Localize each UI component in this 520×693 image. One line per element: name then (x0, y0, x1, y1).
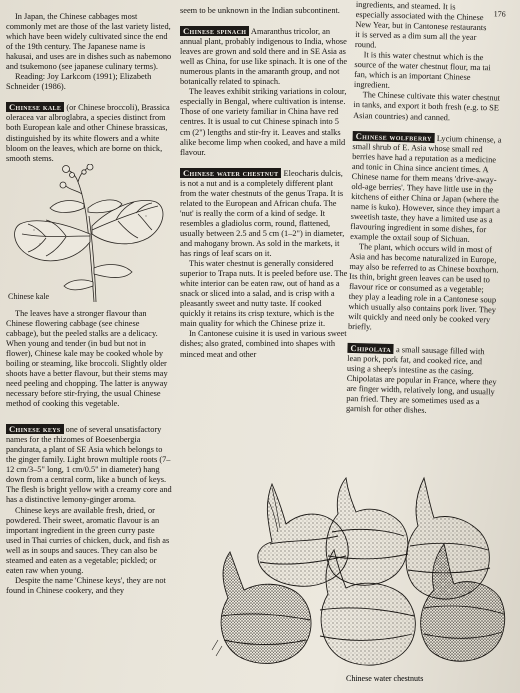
keys-continuation: seem to be unknown in the Indian subcontinent. (180, 6, 340, 15)
entry-chipolata (346, 342, 498, 417)
chinese-water-chestnut-paragraph-2: This water chestnut is generally considered superior to Trapa nuts. It is peeled before use. The white interior can be eaten raw, out of hand as a snack or sliced into a salad, and is crisp with a pleasantly sweet and nutty taste. If cooked quickly it retains its crisp texture, which is the main quality for which the Chinese prize it. (180, 259, 348, 329)
chinese-kale-caption: Chinese kale (8, 291, 50, 301)
chinese-wolfberry-definition: Lycium chinense, a small shrub of E. Asia whose small red berries have had a reputation as a medicine and tonic in China since ancient times. A Chinese name for them means 'drive-away-old-age berries'. They have little use in the kitchens of either China or Japan (where the name is kuko). However, since they impart a sweetish taste, they have a limited use as a flavouring ingredient in some dishes, for example the oxtail soup of Sichuan. (350, 133, 502, 244)
water-chestnut-illustration (208, 470, 508, 685)
water-chestnut-caption: Chinese water chestnuts (346, 674, 424, 683)
column-middle (180, 0, 348, 360)
entry-chinese-spinach (180, 26, 348, 87)
column-left (6, 0, 172, 596)
entry-chinese-keys (6, 424, 172, 505)
chinese-keys-paragraph-2: Chinese keys are available fresh, dried, or powdered. Their sweet, aromatic flavour is an important ingredient in the green curry paste used in Thai curries of chicken, duck, and fish as well as in soups and sauces. They can also be steamed and eaten as a vegetable; pickled; or eaten raw when young. (6, 505, 170, 575)
chinese-water-chestnut-paragraph-3: In Cantonese cuisine it is used in various sweet dishes; also grated, combined into shapes with minced meat and other (180, 329, 347, 359)
headword-chinese-keys: Chinese keys (6, 424, 64, 434)
chinese-keys-paragraph-3: Despite the name 'Chinese keys', they are not found in Chinese cookery, and they (6, 575, 166, 595)
water-chestnut-continuation: ingredients, and steamed. It is especially associated with the Chinese New Year, but in Cantonese restaurants it is served as a dim sum all the year round. (354, 0, 487, 50)
reading-note: Reading: Joy Larkcom (1991); Elizabeth Schneider (1986). (6, 72, 152, 92)
headword-chipolata: Chipolata (347, 342, 394, 353)
headword-chinese-spinach: Chinese spinach (180, 26, 249, 36)
page-number: 176 (493, 9, 506, 19)
column-right (346, 0, 506, 417)
entry-chinese-kale (6, 102, 172, 163)
chinese-kale-paragraph-2: The leaves have a stronger flavour than Chinese flowering cabbage (see chinese cabbage), but the peeled stalks are a delicacy. When young and tender (in bud but not in flower), Chinese kale may be cooked whole by boiling or steaming, like broccoli. Slightly older shoots have a better flavour, but their stems may need peeling and chopping. The latter is anyway necessary before stir-frying, the usual Chinese method of cooking this vegetable. (6, 308, 168, 409)
headword-chinese-kale: Chinese kale (6, 102, 64, 112)
chinese-kale-definition: (or Chinese broccoli), Brassica oleracea var albroglabra, a species distinct from both European kale and other Chinese brassicas, distinguished by its white flowers and a white bloom on the leaves, which are borne on thick, smooth stems. (6, 103, 170, 163)
entry-chinese-water-chestnut (180, 168, 348, 259)
headword-chinese-wolfberry: Chinese wolfberry (353, 131, 435, 143)
entry-chinese-wolfberry (350, 131, 503, 246)
water-chestnut-cultivation-paragraph: The Chinese cultivate this water chestnut in tanks, and export it both fresh (e.g. to SE Asian countries) and canned. (353, 90, 501, 122)
chinese-spinach-paragraph-2: The leaves exhibit striking variations in colour, especially in Bengal, where cultivation is intense. Those of one variety familiar in China have red centres. It is usual to cut Chinese spinach into 5 cm (2") lengths and stir-fry it. Leaves and stalks alike become limp when cooked, and have a mild flavour. (180, 87, 347, 157)
headword-chinese-water-chestnut: Chinese water chestnut (180, 168, 281, 178)
intro-paragraph: In Japan, the Chinese cabbages most commonly met are those of the last variety listed, which have been widely cultivated since the end of the 19th century. The Japanese name is hakusai, and uses are in dishes such as nabemono and tsukemono (see japanese culinary terms). (6, 12, 172, 72)
chinese-keys-definition: one of several unsatisfactory names for the rhizomes of Boesenbergia pandurata, a plant of SE Asia which belongs to the ginger family. Light brown multiple roots (7–12 cm/3–5" long, 1 cm/0.5" in diameter) hang down from a central corm, like a bunch of keys. The flesh is bright yellow with a creamy core and has a distinctive lemony-ginger aroma. (6, 425, 172, 505)
water-chestnut-flour-paragraph: It is this water chestnut which is the source of the water chestnut flour, ma tai fan, which is an important Chinese ingredient. (353, 50, 491, 91)
chinese-wolfberry-paragraph-2: The plant, which occurs wild in most of Asia and has become naturalized in Europe, may also be referred to as Chinese boxthorn. Its thin, bright green leaves can be used to flavour rice or consumed as a vegetable; they play a leading role in a Cantonese soup which usually also contains pork liver. They wilt quickly and need only be cooked very briefly. (347, 242, 499, 332)
chinese-kale-illustration (6, 164, 172, 304)
chipolata-definition: a small sausage filled with lean pork, pork fat, and cooked rice, and using a sheep's intestine as the casing. Chipolatas are popular in France, where they are finger width, relatively long, and usually pan fried. They are sometimes used as a garnish for other dishes. (345, 344, 497, 415)
chinese-water-chestnut-definition: Eleocharis dulcis, is not a nut and is a completely different plant from the water chestnuts of the genus Trapa. It is related to the European and African chufa. The 'nut' is really the corm of a kind of sedge. It resembles a gladiolus corm, round, flattened, usually between 2.5 and 5 cm (1–2") in diameter, and mahogany brown. As sold in the markets, it has rings of leaf scars on it. (180, 168, 345, 259)
chinese-spinach-definition: Amaranthus tricolor, an annual plant, probably indigenous to India, whose leaves are grown and sold there and in SE Asia as well as China, for use like spinach. It is one of the numerous plants in the amaranth group, and not botanically related to spinach. (180, 27, 348, 87)
